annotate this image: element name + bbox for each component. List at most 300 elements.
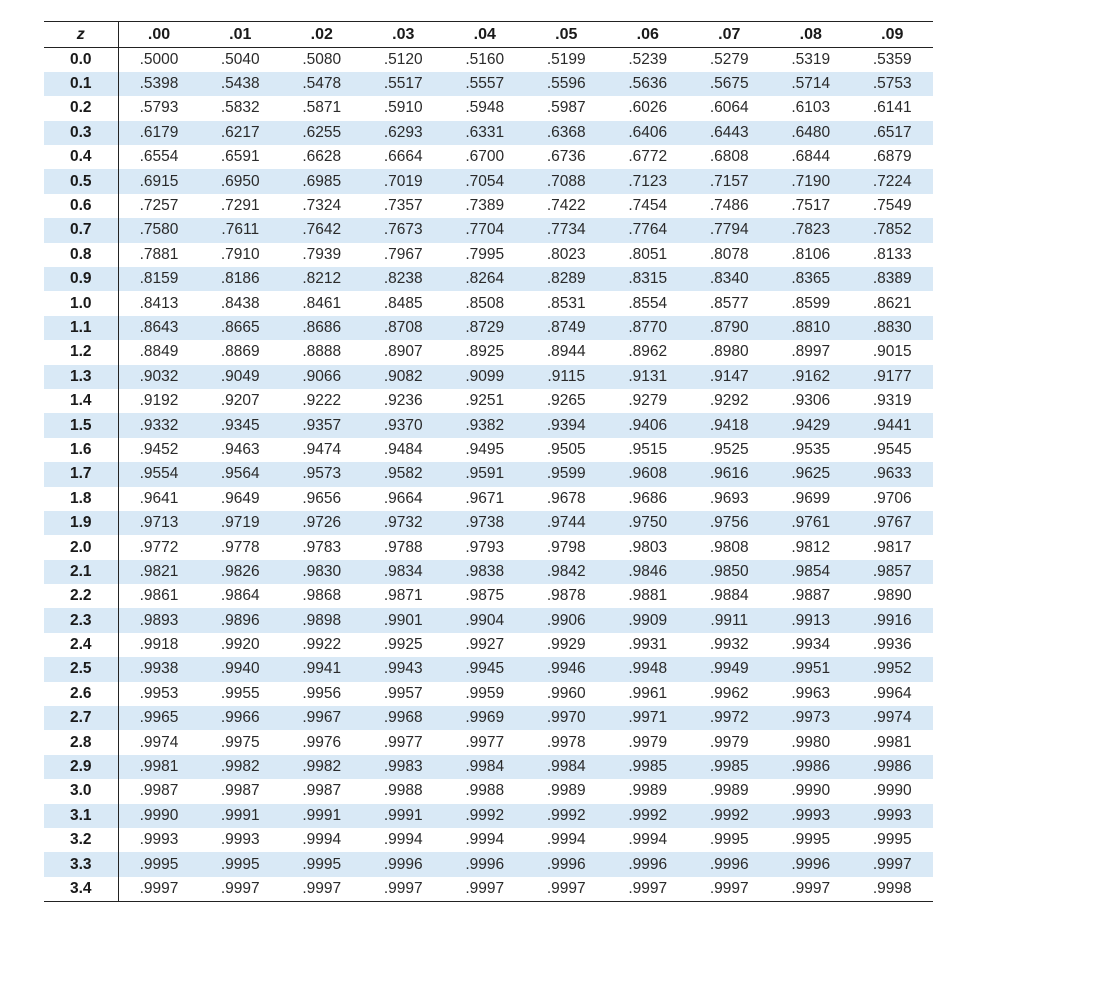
z-value-cell: 3.1 — [44, 804, 118, 828]
probability-cell: .8531 — [546, 294, 586, 312]
probability-cell: .9207 — [220, 392, 260, 410]
table-row — [44, 487, 933, 511]
probability-cell: .9783 — [302, 538, 342, 556]
probability-cell: .9515 — [628, 440, 668, 458]
probability-cell: .9911 — [689, 608, 771, 632]
probability-cell: .5160 — [465, 50, 505, 68]
probability-cell: .9881 — [628, 587, 668, 605]
probability-cell: .9984 — [526, 755, 608, 779]
probability-cell: .9664 — [383, 489, 423, 507]
probability-cell: .9192 — [139, 392, 179, 410]
probability-cell: .5438 — [200, 72, 282, 96]
probability-cell: .8980 — [709, 343, 749, 361]
table-row — [44, 291, 933, 315]
table-row — [44, 804, 933, 828]
probability-cell: .9251 — [465, 392, 505, 410]
probability-cell: .6406 — [607, 121, 689, 145]
probability-cell: .7611 — [200, 218, 282, 242]
probability-cell: .5636 — [607, 72, 689, 96]
probability-cell: .9996 — [526, 852, 608, 876]
probability-cell: .9982 — [200, 755, 282, 779]
column-header: .04 — [444, 22, 526, 48]
probability-cell: .9279 — [628, 392, 668, 410]
probability-cell: .8554 — [628, 294, 668, 312]
probability-cell: .7019 — [363, 169, 445, 193]
probability-cell: .9678 — [546, 489, 586, 507]
probability-cell: .7422 — [546, 197, 586, 215]
probability-cell: .9441 — [852, 413, 934, 437]
probability-cell: .9817 — [872, 538, 912, 556]
probability-cell: .8869 — [220, 343, 260, 361]
probability-cell: .9997 — [444, 877, 526, 901]
probability-cell: .9693 — [709, 489, 749, 507]
probability-cell: .6808 — [709, 148, 749, 166]
probability-cell: .7257 — [139, 197, 179, 215]
probability-cell: .7123 — [607, 169, 689, 193]
probability-cell: .9474 — [302, 440, 342, 458]
probability-cell: .9850 — [689, 560, 771, 584]
table-row — [44, 608, 933, 632]
probability-cell: .9948 — [607, 657, 689, 681]
table-row — [44, 730, 933, 754]
probability-cell: .7995 — [465, 245, 505, 263]
z-value-cell: 2.7 — [44, 706, 118, 730]
probability-cell: .6103 — [791, 99, 831, 117]
probability-cell: .9554 — [118, 462, 200, 486]
header-row — [44, 22, 933, 48]
probability-cell: .9332 — [118, 413, 200, 437]
z-value-cell: 0.0 — [44, 48, 118, 72]
probability-cell: .9996 — [444, 852, 526, 876]
z-value-cell: 2.4 — [44, 633, 118, 657]
probability-cell: .9943 — [363, 657, 445, 681]
probability-cell: .9961 — [628, 684, 668, 702]
probability-cell: .7054 — [444, 169, 526, 193]
z-value-cell: 3.3 — [44, 852, 118, 876]
probability-cell: .9909 — [607, 608, 689, 632]
probability-cell: .6480 — [770, 121, 852, 145]
probability-cell: .7517 — [791, 197, 831, 215]
probability-cell: .9861 — [139, 587, 179, 605]
probability-cell: .5675 — [689, 72, 771, 96]
probability-cell: .9973 — [770, 706, 852, 730]
probability-cell: .9993 — [220, 831, 260, 849]
probability-cell: .9904 — [444, 608, 526, 632]
probability-cell: .9463 — [220, 440, 260, 458]
probability-cell: .9922 — [302, 636, 342, 654]
probability-cell: .9049 — [200, 365, 282, 389]
probability-cell: .9972 — [689, 706, 771, 730]
probability-cell: .8729 — [444, 316, 526, 340]
table-row — [44, 560, 933, 584]
probability-cell: .9633 — [852, 462, 934, 486]
probability-cell: .9901 — [363, 608, 445, 632]
probability-cell: .8289 — [526, 267, 608, 291]
probability-cell: .6331 — [444, 121, 526, 145]
probability-cell: .5793 — [139, 99, 179, 117]
probability-cell: .6217 — [200, 121, 282, 145]
probability-cell: .7967 — [383, 245, 423, 263]
probability-cell: .9980 — [791, 733, 831, 751]
probability-cell: .9998 — [852, 877, 934, 901]
z-value-cell: 3.4 — [44, 877, 118, 901]
probability-cell: .8413 — [139, 294, 179, 312]
z-value-cell: 0.6 — [44, 194, 118, 218]
probability-cell: .9952 — [852, 657, 934, 681]
probability-cell: .5987 — [546, 99, 586, 117]
probability-cell: .9977 — [465, 733, 505, 751]
probability-cell: .5596 — [526, 72, 608, 96]
probability-cell: .9599 — [526, 462, 608, 486]
probability-cell: .9981 — [872, 733, 912, 751]
probability-cell: .5478 — [281, 72, 363, 96]
probability-cell: .8365 — [770, 267, 852, 291]
probability-cell: .8849 — [139, 343, 179, 361]
probability-cell: .9949 — [689, 657, 771, 681]
probability-cell: .9177 — [852, 365, 934, 389]
probability-cell: .8159 — [118, 267, 200, 291]
probability-cell: .9979 — [709, 733, 749, 751]
probability-cell: .9162 — [770, 365, 852, 389]
z-value-cell: 2.8 — [44, 730, 118, 754]
z-value-cell: 1.3 — [44, 365, 118, 389]
probability-cell: .6915 — [118, 169, 200, 193]
probability-cell: .9940 — [200, 657, 282, 681]
probability-cell: .5319 — [791, 50, 831, 68]
probability-cell: .9732 — [363, 511, 445, 535]
z-value-cell: 1.4 — [44, 389, 118, 413]
probability-cell: .7486 — [709, 197, 749, 215]
z-value-cell: 1.5 — [44, 413, 118, 437]
probability-cell: .5714 — [770, 72, 852, 96]
probability-cell: .9997 — [200, 877, 282, 901]
table-row — [44, 511, 933, 535]
probability-cell: .9964 — [872, 684, 912, 702]
probability-cell: .7642 — [281, 218, 363, 242]
probability-cell: .5948 — [465, 99, 505, 117]
probability-cell: .6664 — [383, 148, 423, 166]
probability-cell: .9991 — [200, 804, 282, 828]
probability-cell: .5557 — [444, 72, 526, 96]
probability-cell: .9625 — [770, 462, 852, 486]
probability-cell: .9975 — [220, 733, 260, 751]
probability-cell: .9616 — [689, 462, 771, 486]
probability-cell: .9887 — [791, 587, 831, 605]
table-row — [44, 340, 933, 364]
probability-cell: .9994 — [628, 831, 668, 849]
probability-cell: .9993 — [139, 831, 179, 849]
probability-cell: .7673 — [363, 218, 445, 242]
z-value-cell: 0.2 — [44, 96, 118, 120]
column-header: .09 — [852, 22, 934, 48]
probability-cell: .9984 — [444, 755, 526, 779]
z-value-cell: 0.1 — [44, 72, 118, 96]
z-value-cell: 1.6 — [44, 438, 118, 462]
probability-cell: .8264 — [444, 267, 526, 291]
probability-cell: .9131 — [607, 365, 689, 389]
probability-cell: .9969 — [444, 706, 526, 730]
probability-cell: .9826 — [200, 560, 282, 584]
probability-cell: .9995 — [118, 852, 200, 876]
probability-cell: .9989 — [628, 782, 668, 800]
probability-cell: .7910 — [220, 245, 260, 263]
probability-cell: .7454 — [628, 197, 668, 215]
probability-cell: .7324 — [302, 197, 342, 215]
probability-cell: .9319 — [872, 392, 912, 410]
probability-cell: .9382 — [444, 413, 526, 437]
probability-cell: .8438 — [220, 294, 260, 312]
column-header: .01 — [200, 22, 282, 48]
table-row — [44, 706, 933, 730]
table-row — [44, 535, 933, 559]
probability-cell: .9846 — [607, 560, 689, 584]
probability-cell: .5000 — [139, 50, 179, 68]
probability-cell: .5871 — [302, 99, 342, 117]
probability-cell: .9992 — [444, 804, 526, 828]
probability-cell: .8686 — [281, 316, 363, 340]
probability-cell: .9987 — [220, 782, 260, 800]
probability-cell: .7823 — [770, 218, 852, 242]
probability-cell: .8340 — [689, 267, 771, 291]
table-row — [44, 316, 933, 340]
table-row — [44, 462, 933, 486]
probability-cell: .9996 — [689, 852, 771, 876]
probability-cell: .9726 — [281, 511, 363, 535]
probability-cell: .9896 — [200, 608, 282, 632]
probability-cell: .9808 — [709, 538, 749, 556]
z-value-cell: 0.5 — [44, 169, 118, 193]
probability-cell: .8997 — [791, 343, 831, 361]
probability-cell: .9591 — [444, 462, 526, 486]
probability-cell: .9977 — [383, 733, 423, 751]
table-row — [44, 755, 933, 779]
probability-cell: .9997 — [689, 877, 771, 901]
probability-cell: .9953 — [139, 684, 179, 702]
probability-cell: .8643 — [118, 316, 200, 340]
table-row — [44, 438, 933, 462]
probability-cell: .8461 — [302, 294, 342, 312]
probability-cell: .5398 — [118, 72, 200, 96]
probability-cell: .9798 — [546, 538, 586, 556]
probability-cell: .9418 — [689, 413, 771, 437]
probability-cell: .9991 — [281, 804, 363, 828]
z-value-cell: 2.1 — [44, 560, 118, 584]
probability-cell: .9772 — [139, 538, 179, 556]
probability-cell: .9713 — [118, 511, 200, 535]
probability-cell: .9916 — [852, 608, 934, 632]
probability-cell: .5239 — [628, 50, 668, 68]
probability-cell: .9938 — [118, 657, 200, 681]
probability-cell: .9744 — [526, 511, 608, 535]
probability-cell: .7852 — [852, 218, 934, 242]
probability-cell: .6844 — [791, 148, 831, 166]
probability-cell: .9082 — [363, 365, 445, 389]
probability-cell: .6064 — [709, 99, 749, 117]
probability-cell: .9956 — [302, 684, 342, 702]
probability-cell: .9990 — [791, 782, 831, 800]
z-column-header: z — [44, 22, 118, 48]
probability-cell: .8790 — [689, 316, 771, 340]
probability-cell: .8599 — [791, 294, 831, 312]
z-value-cell: 0.7 — [44, 218, 118, 242]
probability-cell: .5910 — [383, 99, 423, 117]
probability-cell: .9793 — [465, 538, 505, 556]
probability-cell: .9525 — [709, 440, 749, 458]
probability-cell: .9868 — [302, 587, 342, 605]
z-value-cell: 3.2 — [44, 828, 118, 852]
probability-cell: .7389 — [465, 197, 505, 215]
probability-cell: .6368 — [526, 121, 608, 145]
probability-cell: .5040 — [220, 50, 260, 68]
table-row — [44, 218, 933, 242]
probability-cell: .8106 — [791, 245, 831, 263]
probability-cell: .9292 — [709, 392, 749, 410]
z-value-cell: 1.1 — [44, 316, 118, 340]
probability-cell: .8133 — [872, 245, 912, 263]
table-row — [44, 389, 933, 413]
probability-cell: .9893 — [118, 608, 200, 632]
probability-cell: .6628 — [302, 148, 342, 166]
probability-cell: .9978 — [546, 733, 586, 751]
probability-cell: .9985 — [607, 755, 689, 779]
probability-cell: .8051 — [628, 245, 668, 263]
probability-cell: .9990 — [872, 782, 912, 800]
probability-cell: .9750 — [607, 511, 689, 535]
probability-cell: .9966 — [200, 706, 282, 730]
probability-cell: .8621 — [872, 294, 912, 312]
probability-cell: .9857 — [852, 560, 934, 584]
probability-cell: .5279 — [709, 50, 749, 68]
probability-cell: .9932 — [709, 636, 749, 654]
probability-cell: .7580 — [118, 218, 200, 242]
probability-cell: .9066 — [281, 365, 363, 389]
probability-cell: .9992 — [607, 804, 689, 828]
probability-cell: .9941 — [281, 657, 363, 681]
probability-cell: .9686 — [628, 489, 668, 507]
probability-cell: .9955 — [220, 684, 260, 702]
probability-cell: .9997 — [281, 877, 363, 901]
probability-cell: .9985 — [689, 755, 771, 779]
probability-cell: .9838 — [444, 560, 526, 584]
probability-cell: .7357 — [383, 197, 423, 215]
probability-cell: .9996 — [607, 852, 689, 876]
probability-cell: .9265 — [546, 392, 586, 410]
probability-cell: .6879 — [872, 148, 912, 166]
probability-cell: .9934 — [791, 636, 831, 654]
probability-cell: .9015 — [872, 343, 912, 361]
table-row — [44, 413, 933, 437]
probability-cell: .9965 — [118, 706, 200, 730]
probability-cell: .8830 — [852, 316, 934, 340]
probability-cell: .9976 — [302, 733, 342, 751]
probability-cell: .9871 — [383, 587, 423, 605]
probability-cell: .9994 — [302, 831, 342, 849]
z-value-cell: 1.9 — [44, 511, 118, 535]
probability-cell: .9649 — [220, 489, 260, 507]
probability-cell: .9821 — [118, 560, 200, 584]
column-header: .06 — [607, 22, 689, 48]
table-row — [44, 72, 933, 96]
probability-cell: .9968 — [363, 706, 445, 730]
probability-cell: .9931 — [628, 636, 668, 654]
column-header: .05 — [526, 22, 608, 48]
probability-cell: .9982 — [281, 755, 363, 779]
probability-cell: .6554 — [139, 148, 179, 166]
probability-cell: .9394 — [526, 413, 608, 437]
z-value-cell: 1.8 — [44, 487, 118, 511]
probability-cell: .8770 — [607, 316, 689, 340]
z-value-cell: 0.9 — [44, 267, 118, 291]
probability-cell: .9995 — [200, 852, 282, 876]
table-row — [44, 682, 933, 706]
z-value-cell: 2.2 — [44, 584, 118, 608]
probability-cell: .9564 — [200, 462, 282, 486]
probability-cell: .6517 — [852, 121, 934, 145]
probability-cell: .9963 — [791, 684, 831, 702]
probability-cell: .9990 — [118, 804, 200, 828]
probability-cell: .9761 — [770, 511, 852, 535]
probability-cell: .9875 — [465, 587, 505, 605]
probability-cell: .6141 — [872, 99, 912, 117]
probability-cell: .9535 — [791, 440, 831, 458]
z-value-cell: 1.2 — [44, 340, 118, 364]
probability-cell: .8238 — [363, 267, 445, 291]
probability-cell: .6443 — [689, 121, 771, 145]
probability-cell: .8907 — [383, 343, 423, 361]
column-header: .07 — [689, 22, 771, 48]
probability-cell: .9842 — [526, 560, 608, 584]
probability-cell: .9884 — [709, 587, 749, 605]
z-value-cell: 0.4 — [44, 145, 118, 169]
probability-cell: .9994 — [383, 831, 423, 849]
probability-cell: .9989 — [546, 782, 586, 800]
probability-cell: .9345 — [200, 413, 282, 437]
probability-cell: .7088 — [526, 169, 608, 193]
probability-cell: .7939 — [302, 245, 342, 263]
probability-cell: .8810 — [770, 316, 852, 340]
probability-cell: .9957 — [383, 684, 423, 702]
probability-cell: .9967 — [281, 706, 363, 730]
column-header: .02 — [281, 22, 363, 48]
z-value-cell: 2.6 — [44, 682, 118, 706]
probability-cell: .9115 — [526, 365, 608, 389]
probability-cell: .9995 — [791, 831, 831, 849]
probability-cell: .7157 — [689, 169, 771, 193]
probability-cell: .9484 — [383, 440, 423, 458]
probability-cell: .9788 — [383, 538, 423, 556]
probability-cell: .7794 — [689, 218, 771, 242]
probability-cell: .9920 — [220, 636, 260, 654]
probability-cell: .9986 — [770, 755, 852, 779]
probability-cell: .5359 — [872, 50, 912, 68]
probability-cell: .9945 — [444, 657, 526, 681]
probability-cell: .9864 — [220, 587, 260, 605]
probability-cell: .9946 — [526, 657, 608, 681]
z-value-cell: 2.3 — [44, 608, 118, 632]
probability-cell: .9719 — [200, 511, 282, 535]
probability-cell: .9671 — [465, 489, 505, 507]
probability-cell: .7881 — [139, 245, 179, 263]
probability-cell: .9995 — [709, 831, 749, 849]
probability-cell: .5199 — [546, 50, 586, 68]
probability-cell: .9974 — [852, 706, 934, 730]
probability-cell: .8944 — [546, 343, 586, 361]
probability-cell: .9854 — [770, 560, 852, 584]
probability-cell: .9641 — [139, 489, 179, 507]
probability-cell: .7764 — [607, 218, 689, 242]
probability-cell: .9099 — [444, 365, 526, 389]
probability-cell: .9996 — [363, 852, 445, 876]
